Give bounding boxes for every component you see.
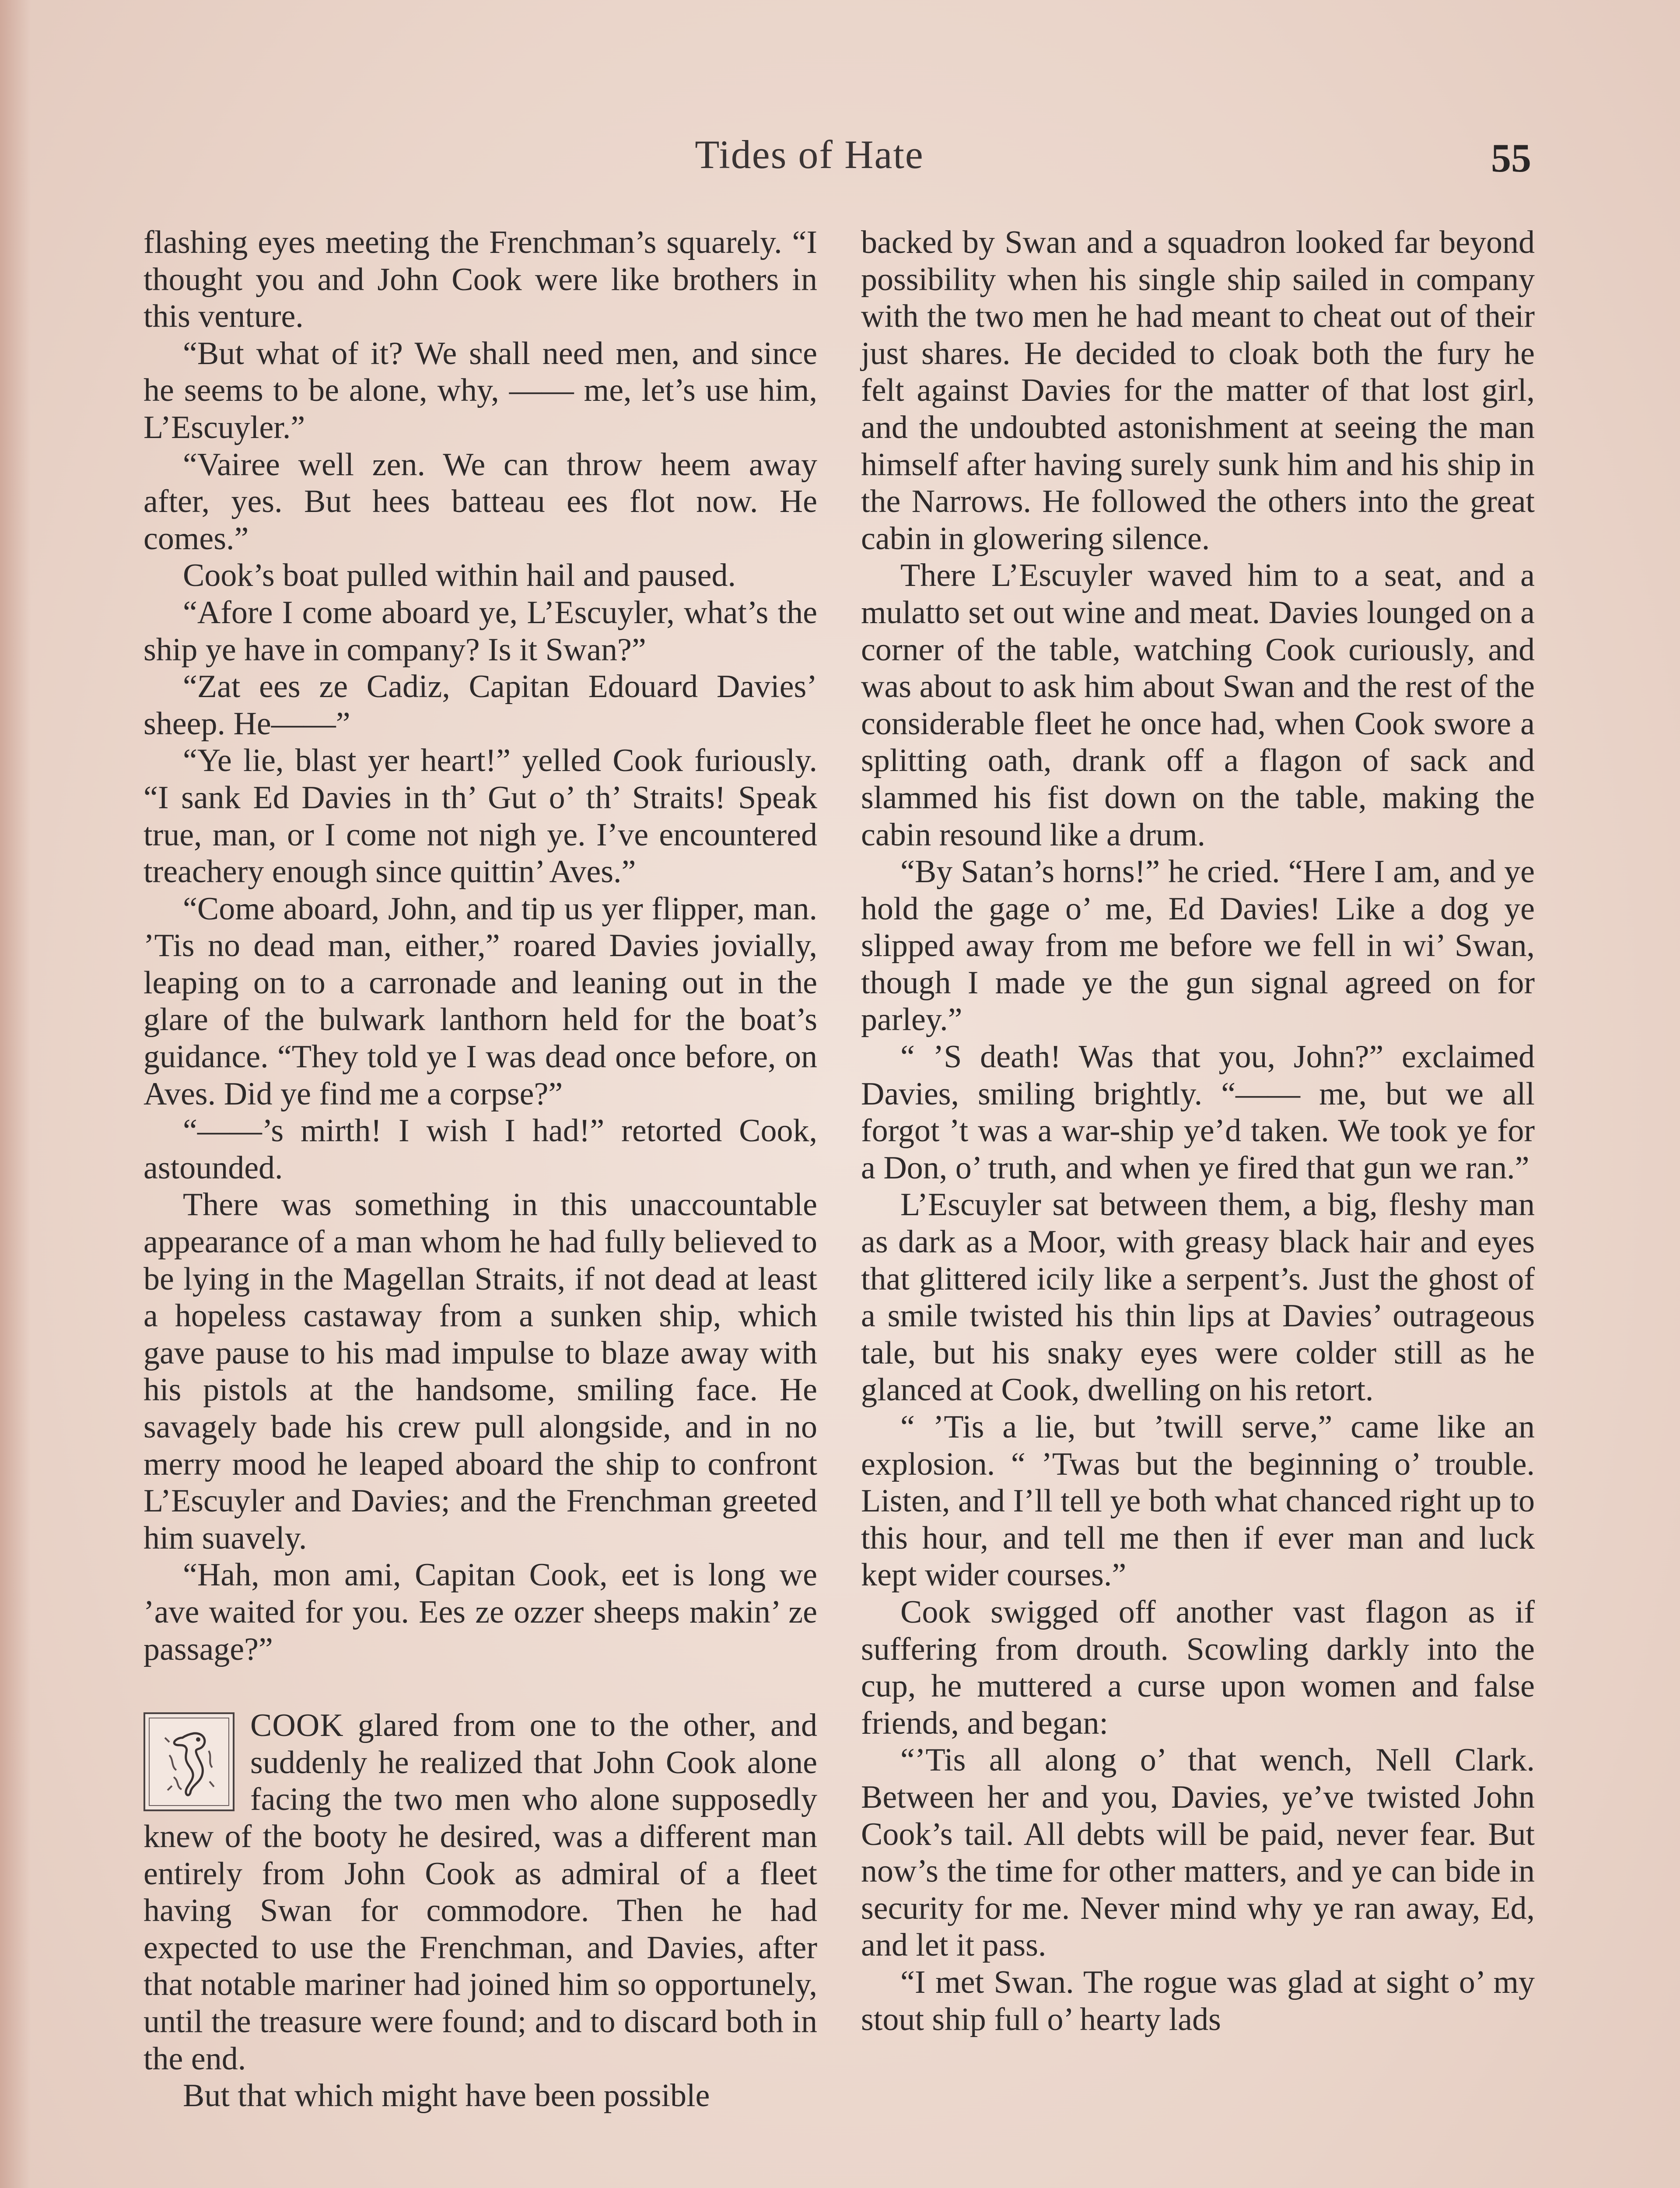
paragraph: “Ye lie, blast yer heart!” yelled Cook furiously. “I sank Ed Davies in th’ Gut o’ th’ Straits! Speak true, man, or I come not nigh ye. I’ve encountered treachery enough since quittin’ Aves.”: [144, 743, 817, 890]
paragraph: backed by Swan and a squadron looked far beyond possibility when his single ship sailed in company with the two men he had meant to cheat out of their just shares. He decided to cloak both the fury he felt against Davies for the matter of that lost girl, and the undoubted astonishment at seeing the man himself after having surely sunk him and his ship in the Narrows. He followed the others into the great cabin in glowering silence.: [861, 224, 1535, 557]
paragraph: “ ’S death! Was that you, John?” exclaimed Davies, smiling brightly. “—— me, but we all forgot ’t was a war-ship ye’d taken. We took ye for a Don, o’ truth, and when ye fired that gun we ran.”: [861, 1039, 1535, 1186]
paragraph: “Come aboard, John, and tip us yer flipper, man. ’Tis no dead man, either,” roared Davies jovially, leaping on to a carronade and leaning out in the glare of the bulwark lanthorn held for the boat’s guidance. “They told ye I was dead once before, on Aves. Did ye find me a corpse?”: [144, 891, 817, 1112]
seahorse-ornament-icon: [144, 1712, 234, 1811]
paragraph: “Afore I come aboard ye, L’Escuyler, what’s the ship ye have in company? Is it Swan?”: [144, 594, 817, 668]
page-edge-shadow: [0, 0, 31, 2188]
section-opening-paragraph: [144, 1707, 817, 2077]
paragraph: Cook’s boat pulled within hail and paused.: [183, 558, 736, 594]
paragraph: “Hah, mon ami, Capitan Cook, eet is long we ’ave waited for you. Ees ze ozzer sheeps makin’ ze passage?”: [144, 1557, 817, 1667]
page-number: 55: [1491, 136, 1531, 180]
paragraph: “——’s mirth! I wish I had!” retorted Cook, astounded.: [144, 1113, 817, 1186]
left-column: [144, 224, 817, 2114]
right-column: [861, 224, 1535, 2038]
paragraph: Cook swigged off another vast flagon as if suffering from drouth. Scowling darkly into the cup, he muttered a curse upon women and false friends, and began:: [861, 1594, 1535, 1741]
paragraph: “By Satan’s horns!” he cried. “Here I am, and ye hold the gage o’ me, Ed Davies! Like a dog ye slipped away from me before we fell in wi’ Swan, though I made ye the gun signal agreed on for parley.”: [861, 854, 1535, 1038]
paragraph: “’Tis all along o’ that wench, Nell Clark. Between her and you, Davies, ye’ve twisted John Cook’s tail. All debts will be paid, never fear. But now’s the time for other matters, and ye can bide in security for me. Never mind why ye ran away, Ed, and let it pass.: [861, 1742, 1535, 1964]
paragraph: But that which might have been possible: [183, 2078, 710, 2114]
seahorse-ornament-graphic: [156, 1725, 222, 1799]
paragraph: “I met Swan. The rogue was glad at sight o’ my stout ship full o’ hearty lads: [861, 1964, 1535, 2037]
paragraph: “Zat ees ze Cadiz, Capitan Edouard Davies’ sheep. He——”: [144, 669, 817, 742]
lead-word: COOK: [250, 1708, 344, 1744]
paragraph: There was something in this unaccountable appearance of a man whom he had fully believed to be lying in the Magellan Straits, if not dead at least a hopeless castaway from a sunken ship, which gave pause to his mad impulse to blaze away with his pistols at the handsome, smiling face. He savagely bade his crew pull alongside, and in no merry mood he leaped aboard the ship to confront L’Escuyler and Davies; and the Frenchman greeted him suavely.: [144, 1187, 817, 1556]
paragraph: “But what of it? We shall need men, and since he seems to be alone, why, —— me, let’s use him, L’Escuyler.”: [144, 335, 817, 445]
paragraph: flashing eyes meeting the Frenchman’s squarely. “I thought you and John Cook were like brothers in this venture.: [144, 224, 817, 335]
paragraph: “Vairee well zen. We can throw heem away after, yes. But hees batteau ees flot now. He comes.”: [144, 446, 817, 557]
paragraph: “ ’Tis a lie, but ’twill serve,” came like an explosion. “ ’Twas but the beginning o’ trouble. Listen, and I’ll tell ye both what chanced right up to this hour, and tell me then if ever man and luck kept wider courses.”: [861, 1409, 1535, 1593]
paragraph: L’Escuyler sat between them, a big, fleshy man as dark as a Moor, with greasy black hair and eyes that glittered icily like a serpent’s. Just the ghost of a smile twisted his thin lips at Davies’ outrageous tale, but his snaky eyes were colder still as he glanced at Cook, dwelling on his retort.: [861, 1187, 1535, 1408]
paragraph-text: glared from one to the other, and suddenly he realized that John Cook alone facing the two men who alone supposedly knew of the booty he desired, was a different man entirely from John Cook as admiral of a fleet having Swan for commodore. Then he had expected to use the Frenchman, and Davies, after that notable mariner had joined him so opportunely, until the treasure were found; and to discard both in the end.: [144, 1708, 817, 2077]
paragraph: There L’Escuyler waved him to a seat, and a mulatto set out wine and meat. Davies lounged on a corner of the table, watching Cook curiously, and was about to ask him about Swan and the rest of the considerable fleet he once had, when Cook swore a splitting oath, drank off a flagon of sack and slammed his fist down on the table, making the cabin resound like a drum.: [861, 558, 1535, 853]
running-title: Tides of Hate: [695, 132, 924, 177]
